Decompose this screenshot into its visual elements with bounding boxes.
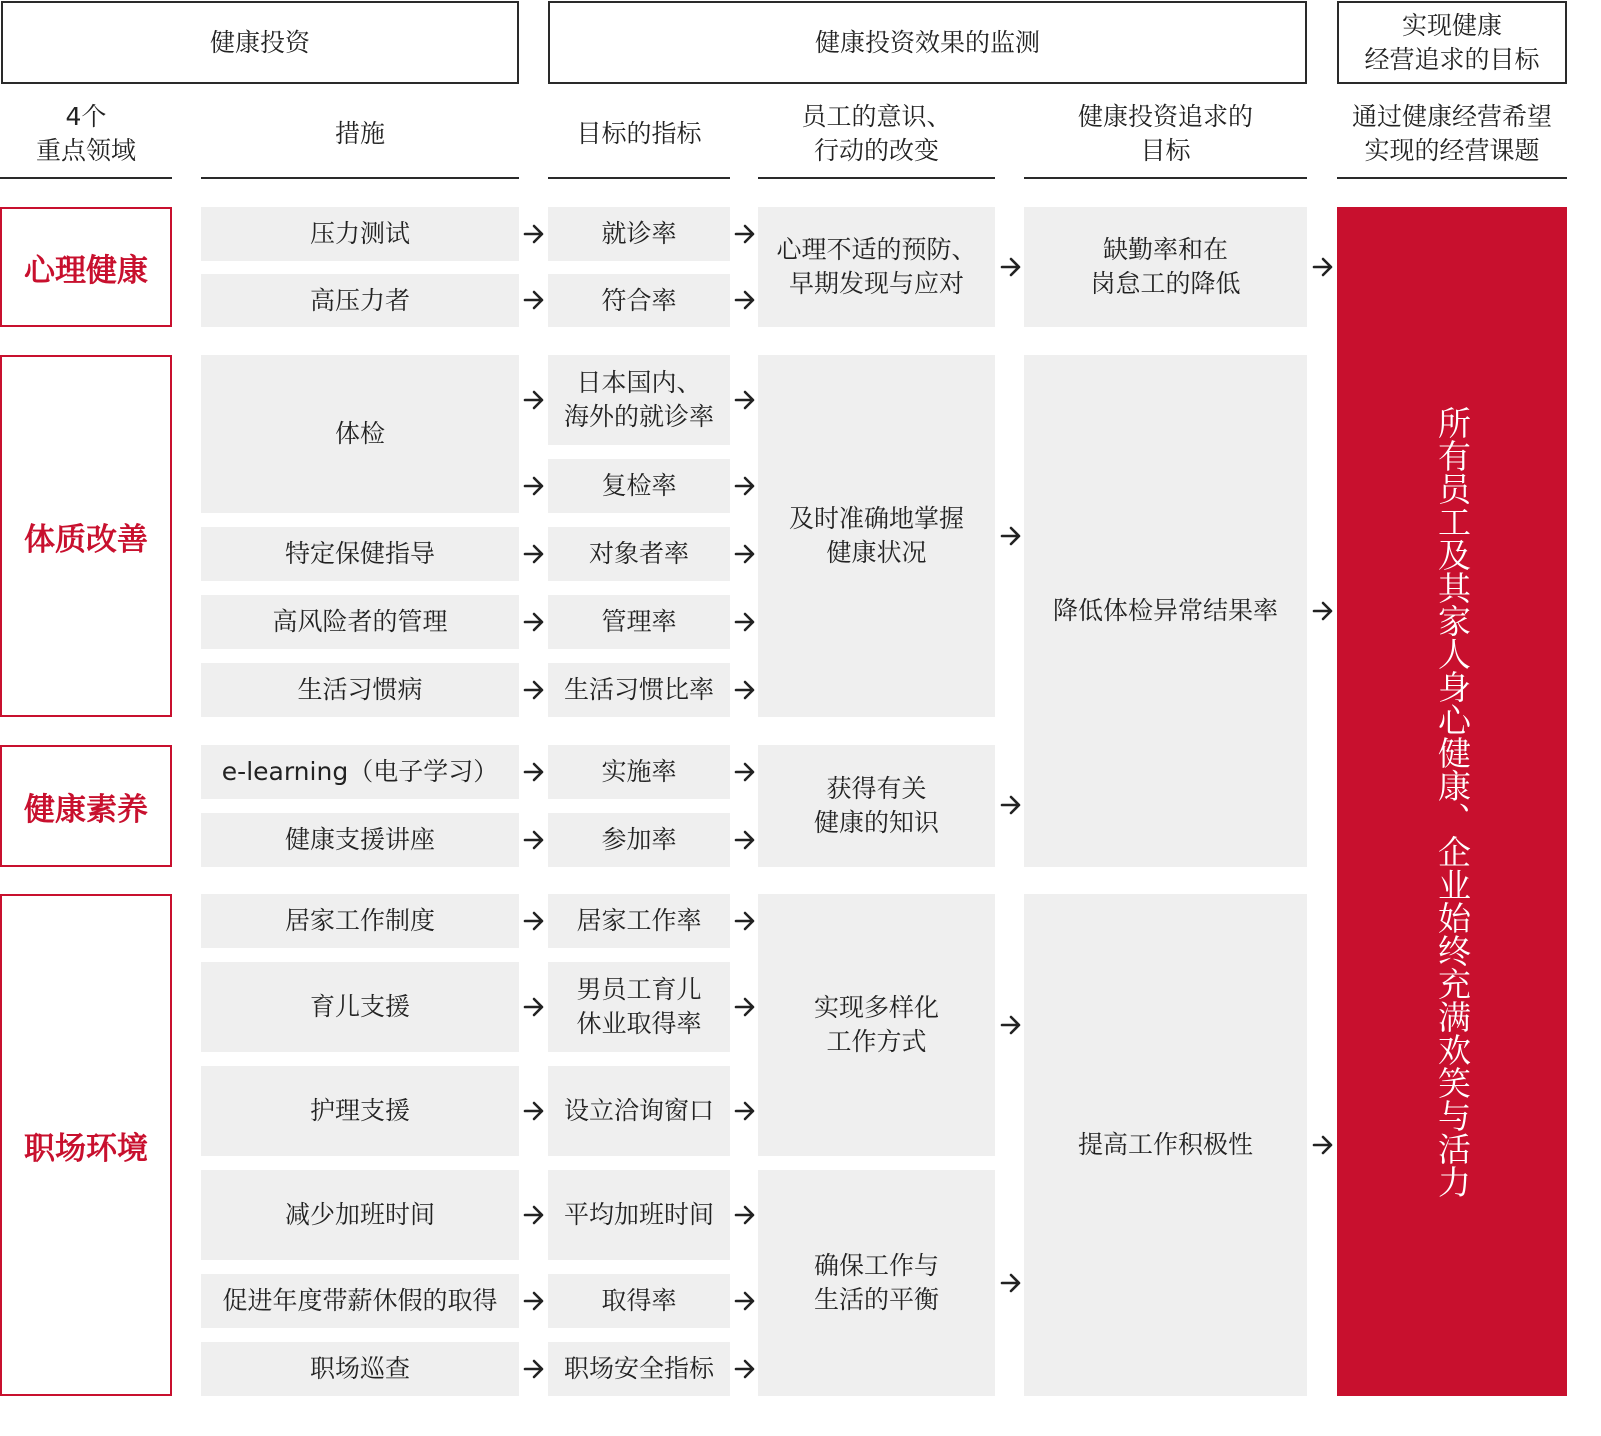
colhdr-measures [201,96,519,172]
colhdr-objectives-label: 健康投资追求的 目标 [1077,102,1253,165]
colhdr-indicators-label: 目标的指标 [576,119,702,148]
indicator-recheck-rate [548,459,730,513]
arrow-right-icon [520,1097,548,1125]
awareness-literacy-label: 获得有关 健康的知识 [813,774,939,837]
indicator-domestic-overseas-label: 日本国内、 海外的就诊率 [563,368,714,431]
measure-high-stress [201,274,519,327]
arrow-right-icon [520,386,548,414]
colhdr-indicators [548,96,730,172]
indicator-participation-rate-label: 参加率 [601,825,677,854]
divider [1024,177,1307,179]
colhdr-issues-label: 通过健康经营希望 实现的经营课题 [1351,102,1552,165]
measure-high-stress-label: 高压力者 [309,285,410,315]
arrow-right-icon [520,472,548,500]
awareness-literacy [758,745,995,867]
arrow-right-icon [1309,1131,1337,1159]
measure-nursing [201,1066,519,1156]
awareness-work-life-balance-label: 确保工作与 生活的平衡 [813,1251,939,1314]
arrow-right-icon [520,1287,548,1315]
measure-patrol-label: 职场巡查 [309,1354,410,1383]
header-investment [1,1,519,84]
arrow-right-icon [731,826,759,854]
indicator-recheck-rate-label: 复检率 [601,471,677,500]
arrow-right-icon [731,993,759,1021]
measure-childcare-label: 育儿支援 [309,992,410,1021]
colhdr-areas-label: 4个 重点领域 [35,102,136,165]
objective-abnormal-label: 降低体检异常结果率 [1052,596,1278,625]
measure-paid-leave-label: 促进年度带薪休假的取得 [222,1286,498,1315]
measure-specific-guidance [201,527,519,581]
awareness-diverse-work-label: 实现多样化 工作方式 [813,993,939,1056]
colhdr-issues [1337,96,1567,172]
arrow-right-icon [997,253,1025,281]
divider [758,177,995,179]
area-health-literacy [0,745,172,867]
header-goal [1337,1,1567,84]
indicator-compliance-rate [548,274,730,327]
divider [548,177,730,179]
measure-childcare [201,962,519,1052]
arrow-right-icon [731,608,759,636]
area-physical-improvement [0,355,172,717]
arrow-right-icon [731,758,759,786]
indicator-management-rate [548,595,730,649]
indicator-lifestyle-ratio [548,663,730,717]
indicator-target-rate-label: 对象者率 [588,539,689,568]
indicator-domestic-overseas [548,355,730,445]
arrow-right-icon [731,540,759,568]
colhdr-measures-label: 措施 [334,119,385,148]
indicator-implementation-rate [548,745,730,799]
divider [0,177,172,179]
objective-absence [1024,207,1307,327]
colhdr-awareness-label: 员工的意识、 行动的改变 [801,102,952,165]
arrow-right-icon [997,522,1025,550]
indicator-acquisition-rate-label: 取得率 [601,1286,677,1315]
measure-checkup [201,355,519,513]
measure-remote-work [201,894,519,948]
measure-stress-test [201,207,519,261]
arrow-right-icon [731,907,759,935]
arrow-right-icon [997,1269,1025,1297]
indicator-acquisition-rate [548,1274,730,1328]
awareness-mental [758,207,995,327]
measure-remote-work-label: 居家工作制度 [284,906,435,935]
arrow-right-icon [731,220,759,248]
arrow-right-icon [731,472,759,500]
indicator-avg-overtime [548,1170,730,1260]
arrow-right-icon [997,1011,1025,1039]
indicator-paternity-leave [548,962,730,1052]
measure-lifestyle-disease [201,663,519,717]
arrow-right-icon [731,1355,759,1383]
indicator-lifestyle-ratio-label: 生活习惯比率 [563,675,714,704]
area-mental-health [0,207,172,327]
indicator-visit-rate-label: 就诊率 [601,219,677,248]
arrow-right-icon [520,540,548,568]
measure-paid-leave [201,1274,519,1328]
awareness-mental-label: 心理不适的预防、 早期发现与应对 [776,235,977,298]
arrow-right-icon [1309,597,1337,625]
measure-lecture-label: 健康支援讲座 [284,825,435,854]
arrow-right-icon [520,758,548,786]
final-goal-label: 所有员工及其家人身心健康、企业始终充满欢笑与活力 [1433,405,1472,1198]
header-investment-label: 健康投资 [209,27,310,57]
area-workplace-label: 职场环境 [24,1130,148,1167]
arrow-right-icon [520,993,548,1021]
colhdr-awareness [758,96,995,172]
arrow-right-icon [731,386,759,414]
awareness-diverse-work [758,894,995,1156]
area-physical-improvement-label: 体质改善 [24,521,148,558]
measure-specific-guidance-label: 特定保健指导 [284,539,435,568]
arrow-right-icon [731,1097,759,1125]
indicator-consult-window [548,1066,730,1156]
arrow-right-icon [731,286,759,314]
arrow-right-icon [731,1287,759,1315]
indicator-avg-overtime-label: 平均加班时间 [563,1200,714,1229]
awareness-physical-label: 及时准确地掌握 健康状况 [788,504,964,567]
arrow-right-icon [520,907,548,935]
header-monitoring [548,1,1307,84]
measure-patrol [201,1342,519,1396]
indicator-remote-rate-label: 居家工作率 [576,906,702,935]
arrow-right-icon [520,608,548,636]
indicator-implementation-rate-label: 实施率 [601,757,677,786]
indicator-safety-index [548,1342,730,1396]
indicator-safety-index-label: 职场安全指标 [563,1354,714,1383]
measure-lecture [201,813,519,867]
colhdr-objectives [1024,96,1307,172]
header-monitoring-label: 健康投资效果的监测 [814,27,1040,57]
awareness-work-life-balance [758,1170,995,1396]
objective-abnormal [1024,355,1307,867]
measure-high-risk-label: 高风险者的管理 [272,607,448,636]
final-goal-box [1337,207,1567,1396]
indicator-paternity-leave-label: 男员工育儿 休业取得率 [576,975,702,1038]
arrow-right-icon [520,286,548,314]
indicator-visit-rate [548,207,730,261]
arrow-right-icon [520,220,548,248]
arrow-right-icon [731,1201,759,1229]
awareness-physical [758,355,995,717]
measure-nursing-label: 护理支援 [309,1096,410,1125]
area-workplace [0,894,172,1396]
objective-engagement [1024,894,1307,1396]
area-mental-health-label: 心理健康 [24,252,148,289]
objective-engagement-label: 提高工作积极性 [1077,1130,1253,1159]
indicator-management-rate-label: 管理率 [601,607,677,636]
indicator-participation-rate [548,813,730,867]
measure-checkup-label: 体检 [334,419,385,448]
header-goal-label: 实现健康 经营追求的目标 [1364,10,1540,74]
indicator-remote-rate [548,894,730,948]
arrow-right-icon [520,826,548,854]
measure-stress-test-label: 压力测试 [309,219,410,248]
arrow-right-icon [1309,253,1337,281]
indicator-compliance-rate-label: 符合率 [601,285,677,315]
area-health-literacy-label: 健康素养 [24,791,148,828]
measure-high-risk [201,595,519,649]
indicator-target-rate [548,527,730,581]
arrow-right-icon [520,1355,548,1383]
indicator-consult-window-label: 设立洽询窗口 [563,1096,714,1125]
colhdr-areas [0,96,172,172]
arrow-right-icon [731,676,759,704]
arrow-right-icon [520,1201,548,1229]
objective-absence-label: 缺勤率和在 岗怠工的降低 [1090,235,1241,298]
arrow-right-icon [997,791,1025,819]
measure-elearning [201,745,519,799]
divider [1337,177,1567,179]
measure-lifestyle-disease-label: 生活习惯病 [297,675,423,704]
measure-overtime-label: 减少加班时间 [284,1200,435,1229]
divider [201,177,519,179]
arrow-right-icon [520,676,548,704]
measure-overtime [201,1170,519,1260]
measure-elearning-label: e-learning（电子学习） [221,757,499,786]
